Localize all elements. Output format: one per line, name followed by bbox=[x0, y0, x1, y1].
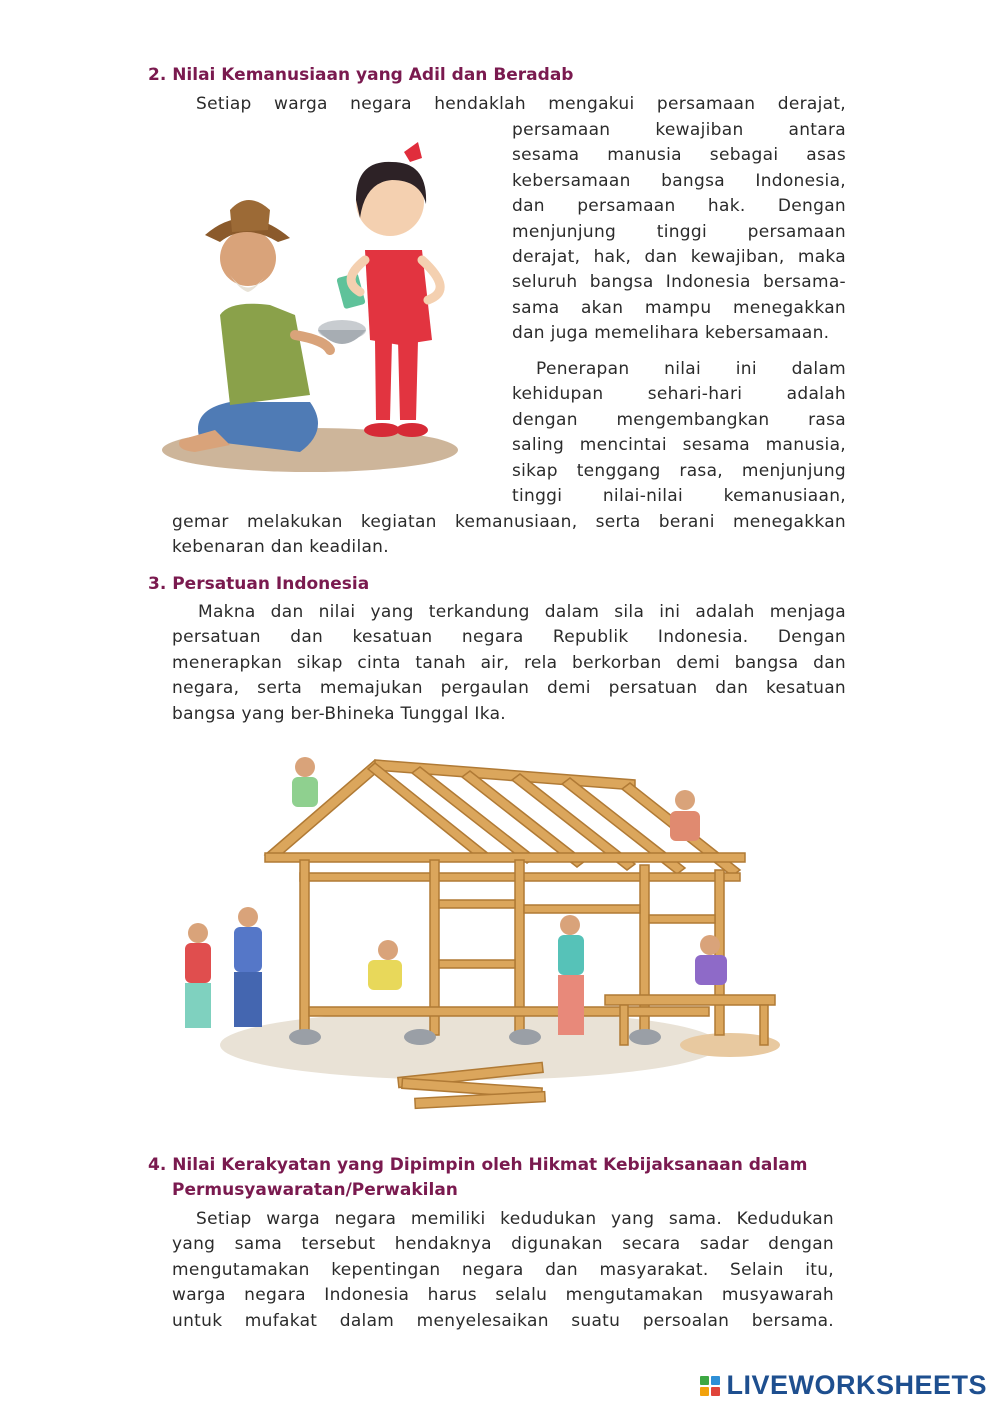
section-2-paragraph-1-first-line bbox=[196, 92, 846, 117]
logo-square-e bbox=[711, 1387, 720, 1396]
text-line: warga negara Indonesia harus selalu mengutamakan musyawarah bbox=[172, 1285, 834, 1306]
text-line: sikap tenggang rasa, menjunjung bbox=[512, 460, 846, 481]
text-line: dan persamaan hak. Dengan bbox=[512, 196, 846, 217]
logo-square-v bbox=[700, 1387, 709, 1396]
text-line: yang sama tersebut hendaknya digunakan secara sadar dengan bbox=[172, 1234, 834, 1255]
text-line: Penerapan nilai ini dalam bbox=[536, 359, 846, 379]
text-line: negara, serta memajukan pergaulan demi persatuan dan kesatuan bbox=[172, 678, 846, 699]
text-line: sesama manusia sebagai asas bbox=[512, 145, 846, 166]
section-3-paragraph bbox=[172, 600, 846, 727]
text-line: dan juga memelihara kebersamaan. bbox=[512, 323, 830, 344]
text-line: persamaan kewajiban antara bbox=[512, 120, 846, 140]
text-line: dengan mengembangkan rasa bbox=[512, 409, 846, 430]
section-4-paragraph bbox=[172, 1207, 834, 1334]
text-line: Setiap warga negara hendaklah mengakui persamaan derajat, bbox=[196, 94, 846, 114]
house-building-illustration bbox=[170, 745, 790, 1120]
text-line: untuk mufakat dalam menyelesaikan suatu persoalan bersama. bbox=[172, 1310, 834, 1331]
girl-figure bbox=[351, 142, 440, 437]
text-line: Setiap warga negara memiliki kedudukan yang sama. Kedudukan bbox=[196, 1209, 834, 1229]
text-line: mengutamakan kepentingan negara dan masyarakat. Selain itu, bbox=[172, 1259, 834, 1280]
beggar-figure bbox=[179, 200, 366, 452]
section-2-paragraph-1 bbox=[512, 118, 846, 347]
section-2-paragraph-2-wide bbox=[172, 510, 846, 561]
text-line: gemar melakukan kegiatan kemanusiaan, serta berani menegakkan bbox=[172, 512, 846, 532]
text-line: sama akan mampu menegakkan bbox=[512, 297, 846, 318]
text-line: kebenaran dan keadilan. bbox=[172, 537, 389, 558]
charity-illustration bbox=[160, 140, 500, 480]
section-4-heading-line-2: Permusyawaratan/Perwakilan bbox=[172, 1180, 458, 1200]
logo-square-l bbox=[700, 1376, 709, 1385]
text-line: saling mencintai sesama manusia, bbox=[512, 435, 846, 456]
text-line: seluruh bangsa Indonesia bersama- bbox=[512, 272, 846, 293]
text-line: tinggi nilai-nilai kemanusiaan, bbox=[512, 486, 846, 507]
section-2-paragraph-2 bbox=[512, 357, 846, 509]
text-line: menjunjung tinggi persamaan bbox=[512, 221, 846, 242]
liveworksheets-brand-text: LIVEWORKSHEETS bbox=[726, 1370, 987, 1400]
text-line: menerapkan sikap cinta tanah air, rela berkorban demi bangsa dan bbox=[172, 652, 846, 673]
text-line: persatuan dan kesatuan negara Republik Indonesia. Dengan bbox=[172, 627, 846, 648]
text-line: kehidupan sehari-hari adalah bbox=[512, 384, 846, 405]
liveworksheets-logo[interactable] bbox=[700, 1370, 987, 1401]
text-line: bangsa yang ber-Bhineka Tunggal Ika. bbox=[172, 703, 506, 724]
section-3-heading: 3. Persatuan Indonesia bbox=[148, 574, 370, 594]
text-line: Makna dan nilai yang terkandung dalam sila ini adalah menjaga bbox=[198, 602, 846, 622]
text-line: derajat, hak, dan kewajiban, maka bbox=[512, 247, 846, 268]
liveworksheets-logo-icon bbox=[700, 1376, 720, 1396]
text-line: kebersamaan bangsa Indonesia, bbox=[512, 170, 846, 191]
section-4-heading-line-1: 4. Nilai Kerakyatan yang Dipimpin oleh Hikmat Kebijaksanaan dalam bbox=[148, 1155, 808, 1175]
section-2-heading: 2. Nilai Kemanusiaan yang Adil dan Beradab bbox=[148, 65, 574, 85]
logo-square-i bbox=[711, 1376, 720, 1385]
